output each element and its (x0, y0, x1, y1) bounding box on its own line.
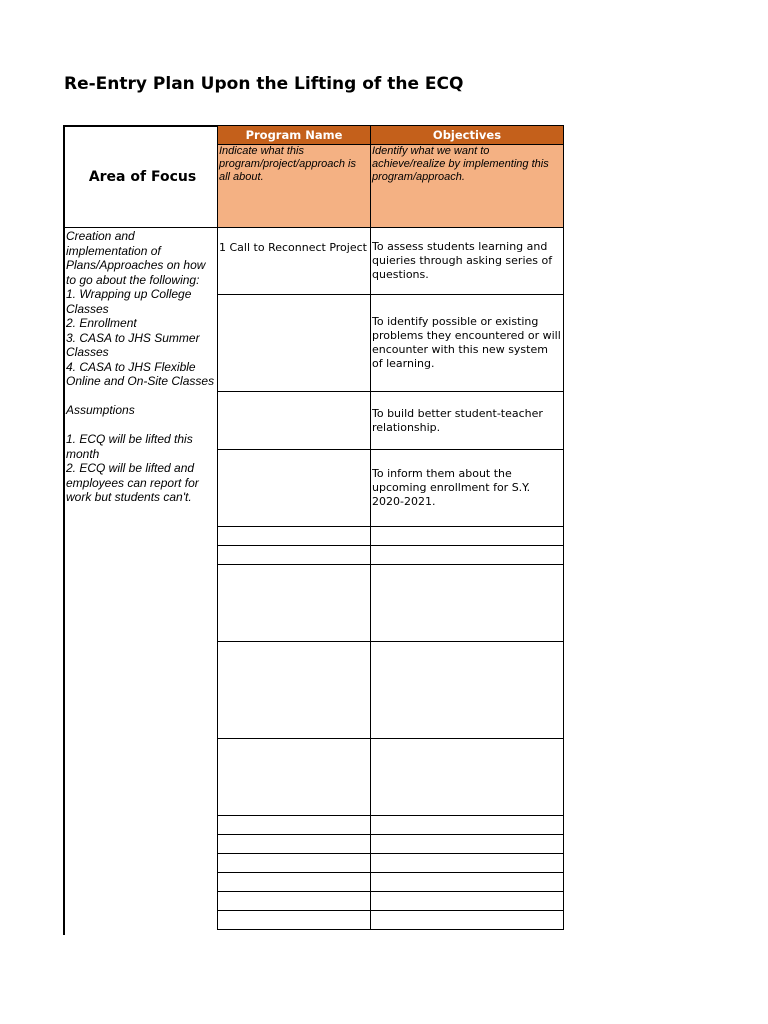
program-name-description: Indicate what this program/project/approach is all about. (218, 145, 371, 228)
empty-cell (218, 546, 371, 565)
objective-cell: To build better student-teacher relationship. (371, 392, 564, 450)
area-of-focus-line: to go about the following: (66, 272, 200, 287)
empty-cell (371, 565, 564, 642)
area-of-focus-line: 2. ECQ will be lifted and (66, 461, 195, 475)
area-of-focus-line: implementation of (66, 243, 161, 258)
objective-cell: To inform them about the upcoming enrollment for S.Y. 2020-2021. (371, 450, 564, 527)
area-of-focus-line: Classes (66, 301, 109, 316)
objectives-header: Objectives (371, 126, 564, 145)
area-of-focus-line: Plans/Approaches on how (66, 258, 206, 272)
empty-cell (371, 546, 564, 565)
program-cell (218, 295, 371, 392)
area-of-focus-line: Assumptions (66, 403, 135, 417)
empty-cell (371, 816, 564, 835)
empty-cell (218, 642, 371, 739)
area-of-focus-line: 2. Enrollment (66, 316, 137, 330)
empty-cell (218, 835, 371, 854)
objective-cell: To identify possible or existing problems they encountered or will encounter with this new system of learning. (371, 295, 564, 392)
empty-cell (371, 892, 564, 911)
page-title: Re-Entry Plan Upon the Lifting of the ECQ (64, 74, 464, 94)
empty-cell (371, 642, 564, 739)
program-cell (218, 392, 371, 450)
objective-cell: To assess students learning and quieries through asking series of questions. (371, 228, 564, 295)
area-of-focus-line: work but students can't. (66, 490, 192, 504)
area-of-focus-line: 1. ECQ will be lifted this (66, 432, 193, 446)
empty-cell (218, 527, 371, 546)
program-text: 1 Call to Reconnect Project (219, 241, 367, 254)
program-cell (218, 450, 371, 527)
area-of-focus-line: 3. CASA to JHS Summer (66, 330, 200, 345)
area-of-focus-line: employees can report for (66, 475, 199, 490)
empty-cell (371, 739, 564, 816)
empty-cell (371, 854, 564, 873)
area-of-focus-header: Area of Focus (65, 125, 220, 228)
empty-cell (371, 911, 564, 930)
empty-cell (218, 739, 371, 816)
area-of-focus-text (66, 229, 221, 505)
area-of-focus-line: 1. Wrapping up College (66, 287, 192, 301)
objectives-description: Identify what we want to achieve/realize by implementing this program/approach. (371, 145, 564, 228)
area-of-focus-line: Classes (66, 345, 109, 359)
area-of-focus-line: month (66, 446, 100, 461)
area-of-focus-line: Online and On-Site Classes (66, 374, 215, 388)
empty-cell (218, 892, 371, 911)
empty-cell (218, 816, 371, 835)
area-of-focus-column (63, 125, 218, 935)
blank-line (66, 389, 221, 404)
program-cell (218, 228, 371, 295)
empty-cell (218, 854, 371, 873)
empty-cell (371, 527, 564, 546)
blank-line (66, 418, 221, 433)
empty-cell (371, 835, 564, 854)
empty-cell (218, 873, 371, 892)
program-name-header: Program Name (218, 126, 371, 145)
area-of-focus-line: Creation and (66, 229, 135, 243)
empty-cell (218, 565, 371, 642)
empty-cell (218, 911, 371, 930)
plan-table (217, 125, 564, 930)
area-of-focus-line: 4. CASA to JHS Flexible (66, 359, 196, 374)
empty-cell (371, 873, 564, 892)
